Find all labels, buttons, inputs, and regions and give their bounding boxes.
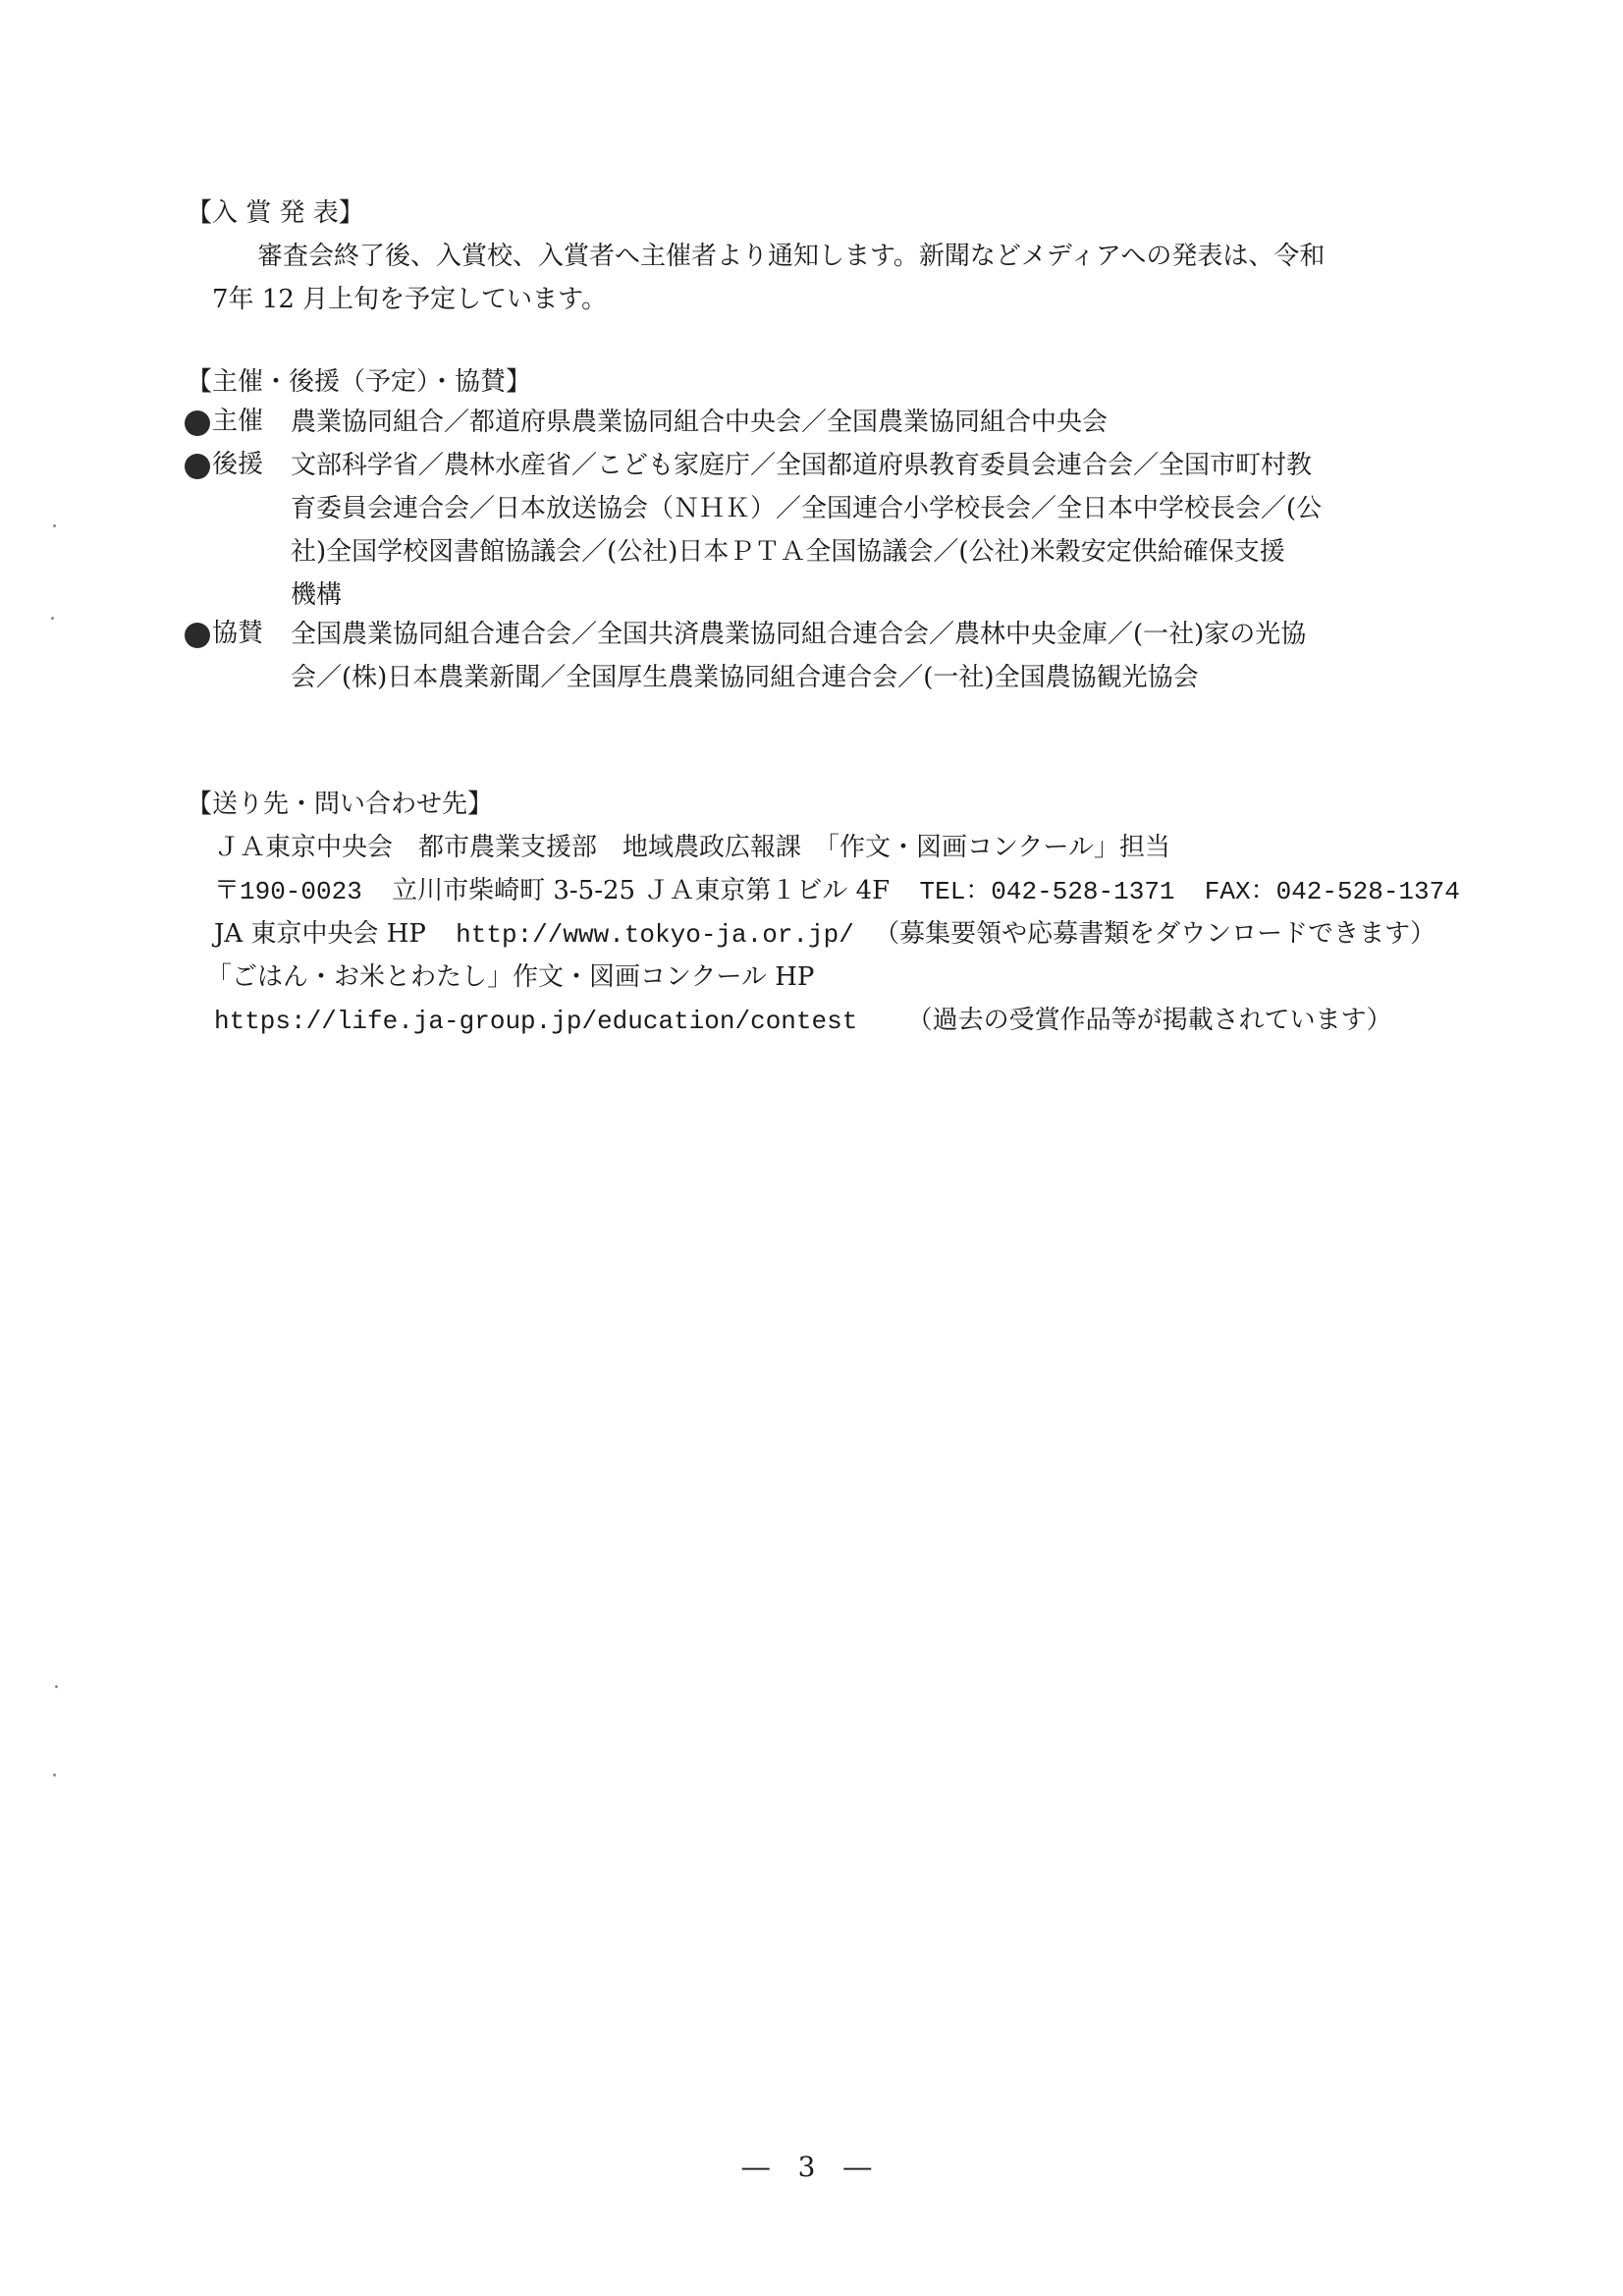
host-label: 主催 bbox=[212, 407, 264, 436]
hp-label: JA 東京中央会 HP bbox=[214, 919, 426, 949]
host-text bbox=[291, 401, 1108, 444]
support-text bbox=[291, 444, 1322, 617]
support-line: 社)全国学校図書館協議会／(公社)日本ＰＴＡ全国協議会／(公社)米穀安定供給確保支援 bbox=[291, 537, 1285, 567]
contact-heading: 【送り先・問い合わせ先】 bbox=[187, 790, 494, 819]
hp-note: （募集要領や応募書類をダウンロードできます） bbox=[874, 919, 1436, 949]
scan-speck bbox=[53, 524, 56, 527]
contest-note: （過去の受賞作品等が掲載されています） bbox=[906, 1006, 1392, 1035]
bullet-icon bbox=[185, 410, 210, 436]
contest-hp-label: 「ごはん・お米とわたし」作文・図画コンクール HP bbox=[206, 962, 815, 992]
sponsor-text bbox=[291, 613, 1306, 699]
award-announcement-line-2: 7年 12 月上旬を予定しています。 bbox=[212, 285, 608, 314]
host-row bbox=[185, 401, 1108, 444]
scan-speck bbox=[53, 1774, 56, 1777]
host-line: 農業協同組合／都道府県農業協同組合中央会／全国農業協同組合中央会 bbox=[291, 408, 1109, 437]
contest-link[interactable]: https://life.ja-group.jp/education/contest bbox=[214, 1007, 858, 1036]
support-row bbox=[185, 444, 1322, 617]
page-number: ― 3 ― bbox=[741, 2151, 882, 2183]
sponsor-label: 協賛 bbox=[212, 619, 264, 648]
contact-department: ＪＡ東京中央会 都市農業支援部 地域農政広報課 「作文・図画コンクール」担当 bbox=[214, 833, 1170, 862]
sponsor-line: 会／(株)日本農業新聞／全国厚生農業協同組合連合会／(一社)全国農協観光協会 bbox=[291, 663, 1199, 692]
contest-hp-line bbox=[214, 1000, 1392, 1036]
contact-hp-line bbox=[214, 913, 1435, 950]
address: 立川市柴崎町 3-5-25 ＪＡ東京第１ビル 4F bbox=[392, 876, 891, 905]
scan-speck bbox=[51, 617, 54, 620]
tel-number: TEL：042-528-1371 bbox=[919, 877, 1175, 906]
award-announcement-heading: 【入 賞 発 表】 bbox=[187, 198, 364, 228]
support-line: 文部科学省／農林水産省／こども家庭庁／全国都道府県教育委員会連合会／全国市町村教 bbox=[291, 451, 1313, 480]
organizers-heading: 【主催・後援（予定）・協賛】 bbox=[187, 367, 532, 397]
hp-link[interactable]: http://www.tokyo-ja.or.jp/ bbox=[456, 920, 854, 950]
support-line: 機構 bbox=[291, 580, 343, 610]
contact-address-line bbox=[214, 870, 1460, 906]
scan-speck bbox=[55, 1685, 58, 1688]
sponsor-line: 全国農業協同組合連合会／全国共済農業協同組合連合会／農林中央金庫／(一社)家の光協 bbox=[291, 620, 1307, 649]
bullet-icon bbox=[185, 454, 210, 479]
support-label: 後援 bbox=[212, 450, 264, 479]
support-line: 育委員会連合会／日本放送協会（ＮＨＫ）／全国連合小学校長会／全日本中学校長会／(公 bbox=[291, 494, 1323, 523]
award-announcement-line-1: 審査会終了後、入賞校、入賞者へ主催者より通知します。新聞などメディアへの発表は、令和 bbox=[257, 242, 1325, 271]
postal-code: 〒190-0023 bbox=[214, 877, 362, 906]
bullet-icon bbox=[185, 623, 210, 648]
fax-number: FAX：042-528-1374 bbox=[1204, 877, 1460, 906]
sponsor-row bbox=[185, 613, 1306, 699]
